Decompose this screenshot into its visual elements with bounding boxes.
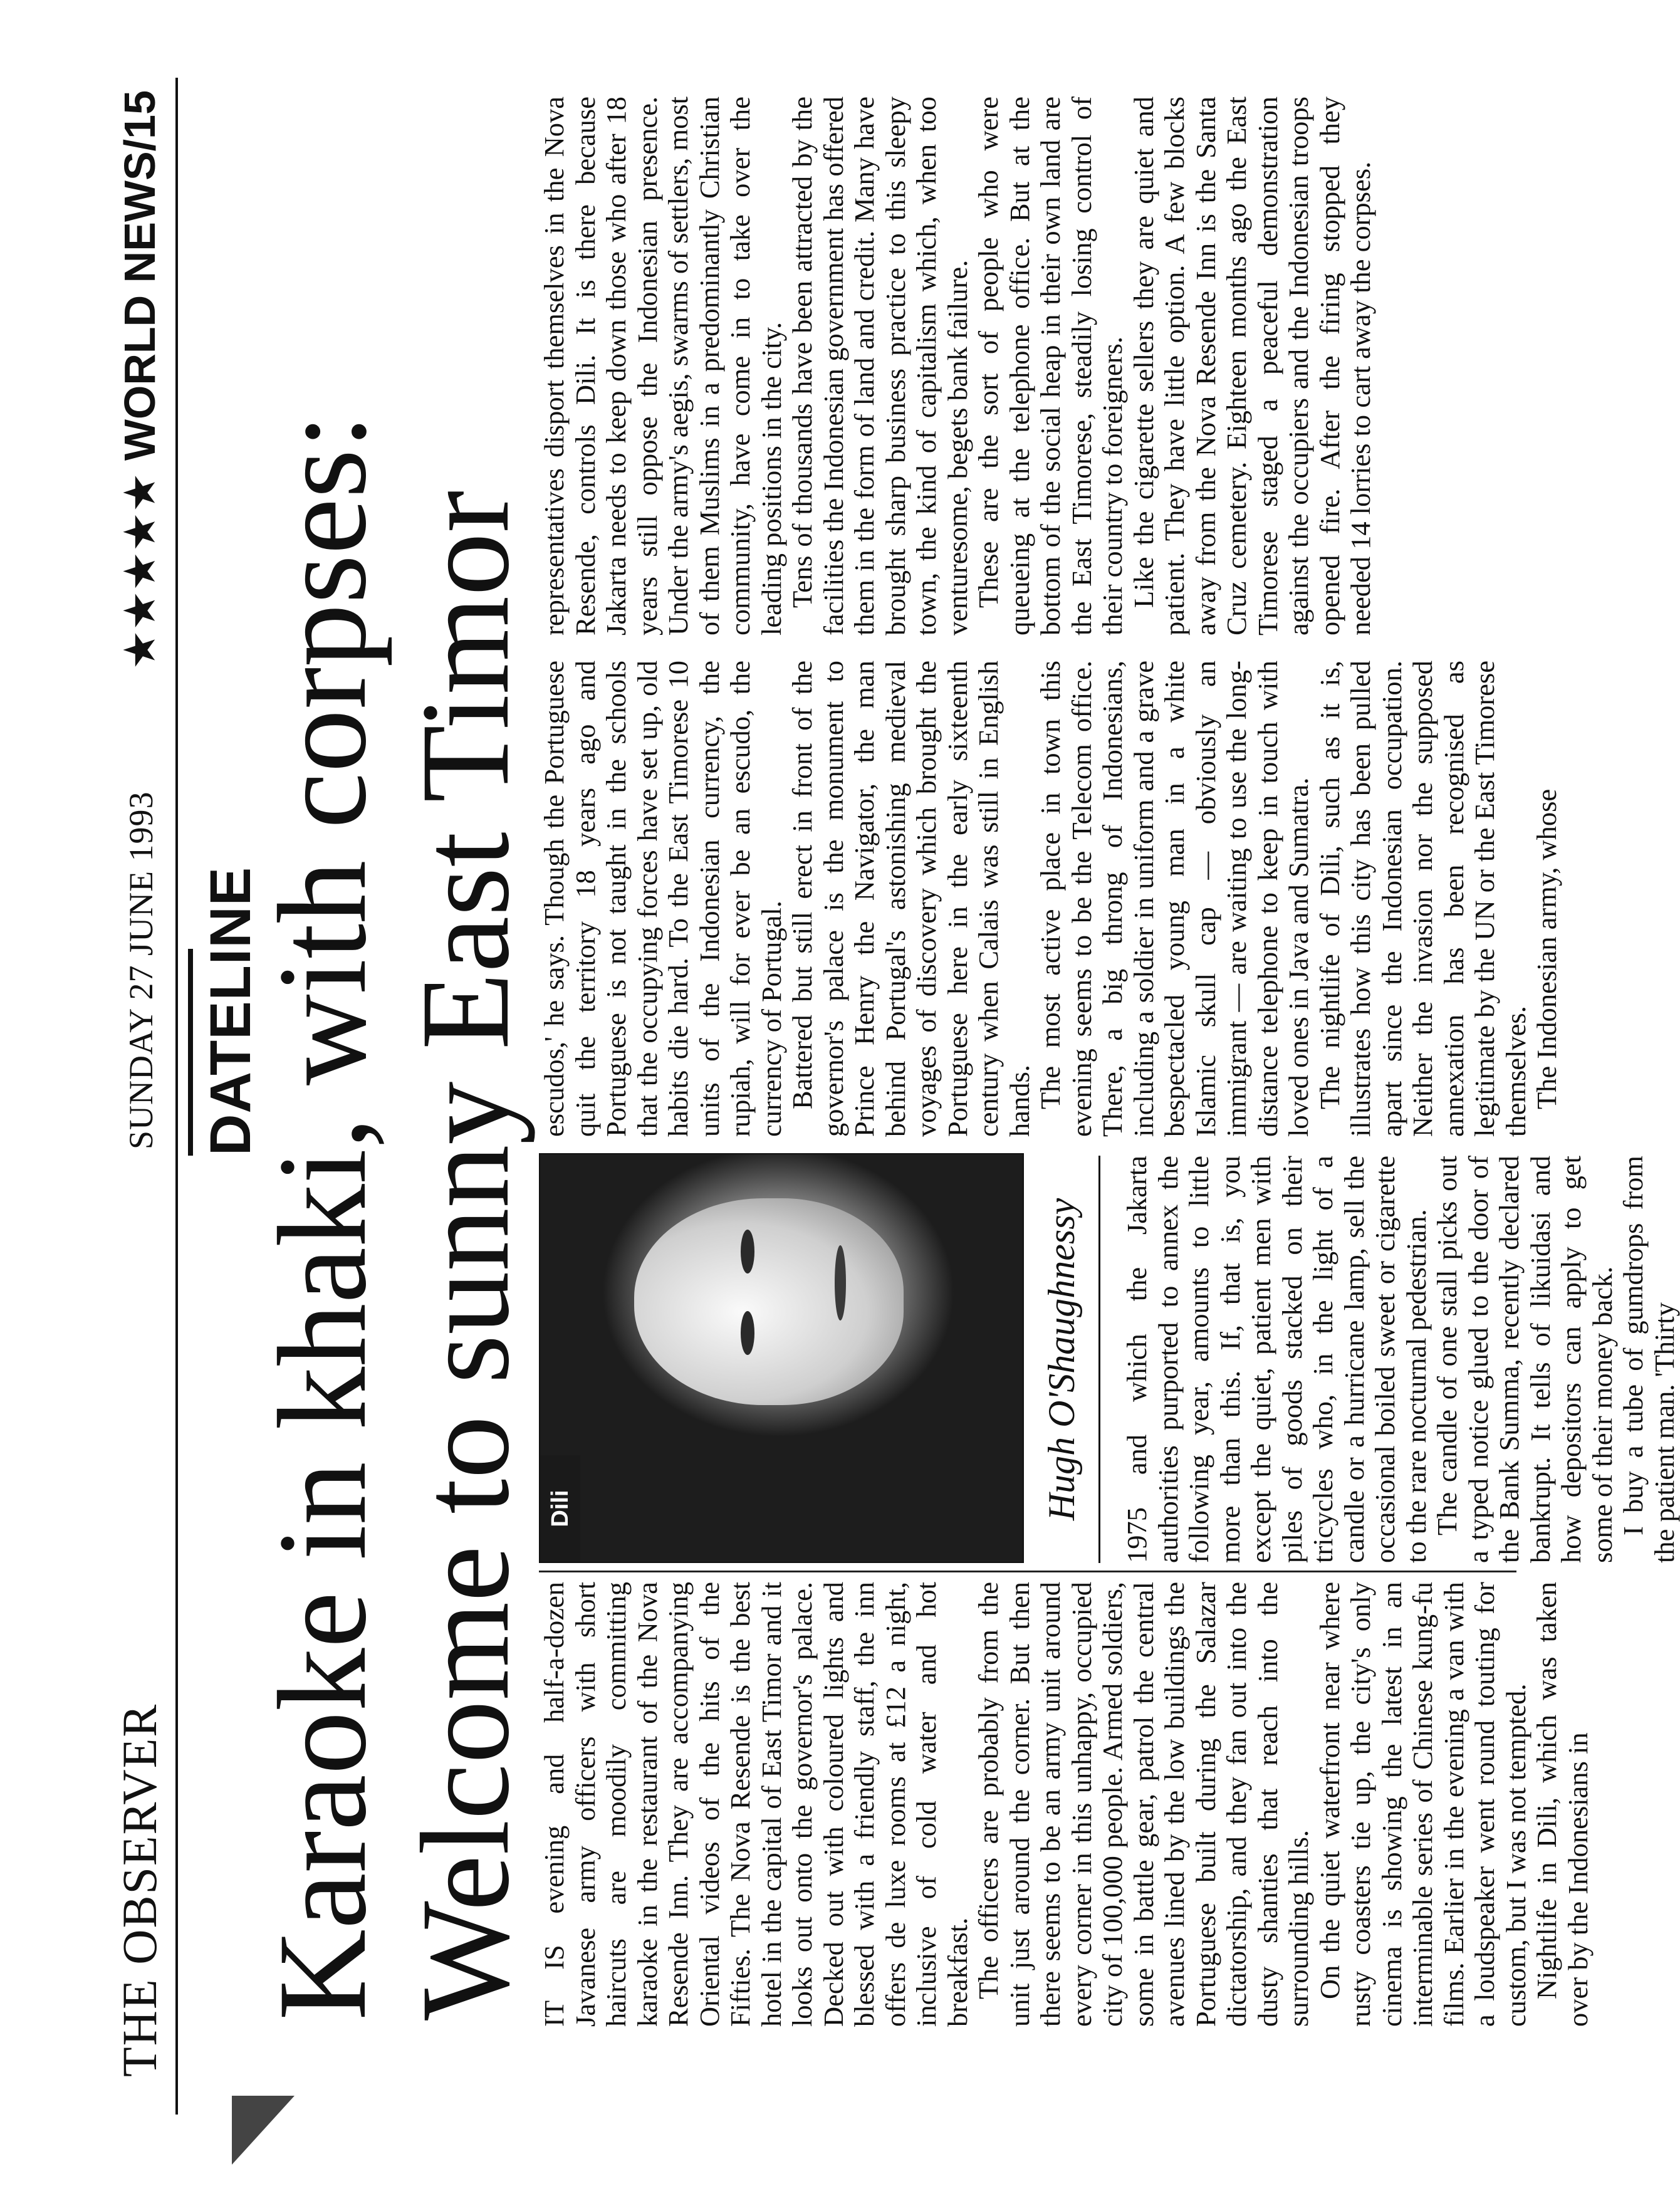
- paragraph: representatives disport themselves in the Nova Resende, controls Dili. It is there because Jakarta needs to keep down those who after 18 years still oppose the Indonesian presence. Under the army's aegis, swarms of settlers, most of them Muslims in a predominantly Christian community, have come in to take over the leading positions in the city.: [538, 97, 787, 635]
- photo-eye-right: [741, 1230, 754, 1273]
- paragraph: On the quiet waterfront near where rusty coasters tie up, the city's only cinema is showing the latest in an interminable series of Chinese kung-fu films. Earlier in the evening a van with a loudspeaker went round touting for custom, but I was not tempted.: [1313, 1582, 1531, 2027]
- paragraph: escudos,' he says. Though the Portuguese quit the territory 18 years ago and Portuguese is not taught in the schools that the occupying forces have set up, old habits die hard. To the East Timorese 10 units of the Indonesian currency, the rupiah, will for ever be an escudo, the currency of Portugal.: [538, 661, 787, 1137]
- masthead: [100, 78, 178, 2115]
- paragraph: Like the cigarette sellers they are quiet and patient. They have little option. A few blocks away from the Nova Resende Inn is the Santa Cruz cemetery. Eighteen months ago the East Timorese staged a peaceful demonstration against the occupiers and the Indonesian troops opened fire. After the firing stopped they needed 14 lorries to cart away the corpses.: [1127, 97, 1376, 635]
- headline-line-1: Karaoke in khaki, with corpses:: [252, 414, 392, 2021]
- paragraph: Nightlife in Dili, which was taken over by the Indonesians in: [1531, 1582, 1594, 2027]
- article-column-1: [539, 1582, 1594, 2027]
- article-column-3: [539, 661, 1563, 1137]
- headline: [251, 90, 536, 2021]
- paragraph: These are the sort of people who were queueing at the telephone office. But at the bottom of the social heap in their own land are the East Timorese, steadily losing control of their country to foreigners.: [973, 97, 1128, 635]
- paragraph: Tens of thousands have been attracted by the facilities the Indonesian government has offered them in the form of land and credit. Many have brought sharp business practice to this sleepy town, the kind of capitalism which, when too venturesome, begets bank failure.: [786, 97, 973, 635]
- photo-location-tab: Dili: [540, 1455, 580, 1562]
- headline-line-2: Welcome to sunny East Timor: [395, 490, 535, 2021]
- paragraph: The most active place in town this evening seems to be the Telecom office. There, a big throng of Indonesians, including a soldier in uniform and a grave bespectacled young man in a white Islamic skull cap — obviously an immigrant — are waiting to use the long-distance telephone to keep in touch with loved ones in Java and Sumatra.: [1035, 661, 1314, 1137]
- byline: Hugh O'Shaughnessy: [1040, 1156, 1100, 1563]
- paragraph: The officers are probably from the unit just around the corner. But then there seems to be an army unit around every corner in this unhappy, occupied city of 100,000 people. Armed soldiers, some in battle gear, patrol the central avenues lined by the low buildings the Portuguese built during the Salazar dictatorship, and they fan out into the dusty shanties that reach into the surrounding hills.: [973, 1582, 1314, 2027]
- portrait-photo-icon: [634, 1198, 904, 1405]
- corner-fold-mark: [232, 2096, 295, 2165]
- paragraph: IT IS evening and half-a-dozen Javanese army officers with short haircuts are moodily committing karaoke in the restaurant of the Nova Resende Inn. They are accompanying Oriental videos of the hits of the Fifties. The Nova Resende is the best hotel in the capital of East Timor and it looks out onto the governor's palace. Decked out with coloured lights and blessed with a friendly staff, the inn offers de luxe rooms at £12 a night, inclusive of cold water and hot breakfast.: [538, 1582, 973, 2027]
- paragraph: The nightlife of Dili, such as it is, illustrates how this city has been pulled apart since the Indonesian occupation. Neither the invasion nor the supposed annexation has been recognised as legitimate by the UN or the East Timorese themselves.: [1313, 661, 1531, 1137]
- paper-name: THE OBSERVER: [112, 1703, 167, 2077]
- paragraph: The Indonesian army, whose: [1531, 788, 1562, 1109]
- paragraph: The candle of one stall picks out a typed notice glued to the door of the Bank Summa, recently declared bankrupt. It tells of likuidasi and how depositors can apply to get some of their money back.: [1431, 1156, 1618, 1563]
- article-column-4: [539, 97, 1377, 635]
- photo-mouth: [835, 1245, 846, 1320]
- article-column-2: [1122, 1156, 1680, 1563]
- section-page-label: ★★★★★ WORLD NEWS/15: [115, 90, 164, 670]
- paragraph: Battered but still erect in front of the governor's palace is the monument to Prince Henry the Navigator, the man behind Portugal's astonishing medieval voyages of discovery which brought the Portuguese here in the early sixteenth century when Calais was still in English hands.: [786, 661, 1035, 1137]
- paragraph: I buy a tube of gumdrops from the patient man. 'Thirty: [1617, 1156, 1680, 1563]
- issue-date: SUNDAY 27 JUNE 1993: [122, 791, 160, 1149]
- photo-eye-left: [741, 1311, 754, 1355]
- portrait-photo: [539, 1153, 1024, 1563]
- column-rule: [539, 1571, 1516, 1572]
- paragraph: 1975 and which the Jakarta authorities purported to annex the following year, amounts to little more than this. If, that is, you except the quiet, patient men with piles of goods stacked on their tricycles who, in the light of a candle or a hurricane lamp, sell the occasional boiled sweet or cigarette to the rare nocturnal pedestrian.: [1121, 1156, 1432, 1563]
- dateline-label: DATELINE: [199, 866, 263, 1156]
